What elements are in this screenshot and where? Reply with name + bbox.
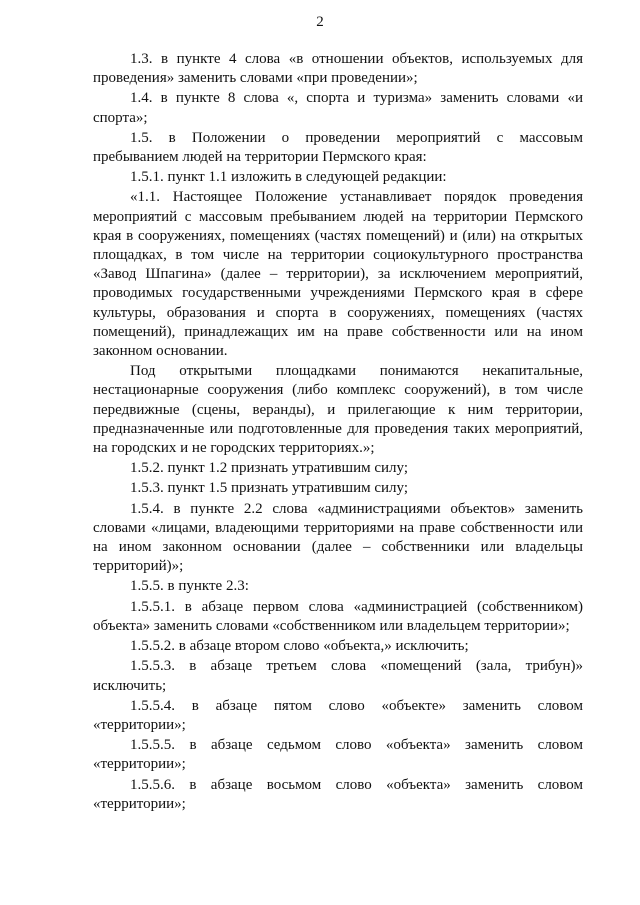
paragraph-1-5-2: 1.5.2. пункт 1.2 признать утратившим силу; bbox=[130, 460, 409, 477]
paragraph-1-5-5-1: 1.5.5.1. в абзаце первом слова «администрацией (собственником) объекта» заменить словами «собственником или владельцем территории»; bbox=[93, 598, 583, 634]
paragraph-quoted-1-1: «1.1. Настоящее Положение устанавливает порядок проведения мероприятий с массовым пребыванием людей на территории Пермского края в сооружениях, помещениях (частях помещений) и (или) на открытых площадках, в том числе на территории социокультурного пространства «Завод Шпагина» (далее – территории), за исключением мероприятий, проводимых государственными учреждениями Пермского края в сфере культуры, образования и спорта в сооружениях, помещениях (частях помещений), принадлежащих им на праве собственности или на ином законном основании. bbox=[93, 189, 583, 360]
paragraph-1-5-5-6: 1.5.5.6. в абзаце восьмом слово «объекта» заменить словом «территории»; bbox=[93, 776, 583, 812]
paragraph-1-5: 1.5. в Положении о проведении мероприятий с массовым пребыванием людей на территории Пермского края: bbox=[93, 129, 583, 166]
paragraph-1-5-5-3: 1.5.5.3. в абзаце третьем слова «помещений (зала, трибун)» исключить; bbox=[93, 658, 583, 694]
paragraph-1-5-5-5: 1.5.5.5. в абзаце седьмом слово «объекта» заменить словом «территории»; bbox=[93, 737, 583, 773]
paragraph-1-5-5-4: 1.5.5.4. в абзаце пятом слово «объекте» заменить словом «территории»; bbox=[93, 697, 583, 733]
paragraph-1-5-5: 1.5.5. в пункте 2.3: bbox=[130, 578, 249, 595]
document-body bbox=[93, 50, 583, 814]
paragraph-1-3: 1.3. в пункте 4 слова «в отношении объектов, используемых для проведения» заменить словами «при проведении»; bbox=[93, 51, 583, 87]
paragraph-1-5-1: 1.5.1. пункт 1.1 изложить в следующей редакции: bbox=[130, 169, 447, 186]
paragraph-1-5-4: 1.5.4. в пункте 2.2 слова «администрациями объектов» заменить словами «лицами, владеющими территориями на праве собственности или на ином законном основании (далее – собственники или владельцы территорий)»; bbox=[93, 500, 583, 575]
paragraph-1-4: 1.4. в пункте 8 слова «, спорта и туризма» заменить словами «и спорта»; bbox=[93, 90, 583, 126]
paragraph-open-areas: Под открытыми площадками понимаются некапитальные, нестационарные сооружения (либо комплекс сооружений), в том числе передвижные (сцены, веранды), и прилегающие к ним территории, предназначенные или подготовленные для проведения таких мероприятий, на городских и не городских территориях.»; bbox=[93, 363, 583, 457]
page-number: 2 bbox=[316, 14, 324, 30]
paragraph-1-5-3: 1.5.3. пункт 1.5 признать утратившим силу; bbox=[130, 480, 409, 497]
paragraph-1-5-5-2: 1.5.5.2. в абзаце втором слово «объекта,» исключить; bbox=[130, 638, 469, 655]
